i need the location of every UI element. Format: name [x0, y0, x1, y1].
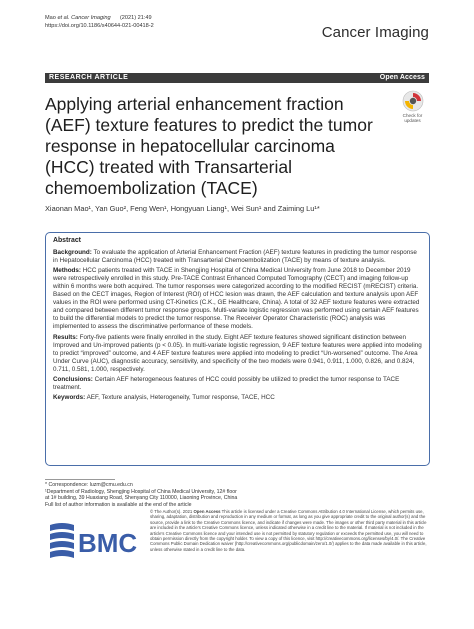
check-for-updates-text: [396, 113, 429, 123]
affiliation-note: ¹Department of Radiology, Shengjing Hospital of China Medical University, 12# floor at 1# building, 39 Huaxiang Road, Shenyang City 110000, Liaoning Province, China: [45, 488, 238, 502]
abstract-methods: [53, 267, 422, 331]
header-meta: [45, 14, 154, 30]
check-for-updates-icon: [402, 90, 424, 112]
abstract-results: [53, 334, 422, 374]
conclusions-text: Certain AEF heterogeneous features of HCC could possibly be utilized to predict the tumor response to TACE treatment.: [53, 375, 400, 391]
methods-label: Methods:: [53, 267, 81, 275]
license-copyright: © The Author(s). 2021: [150, 509, 194, 514]
keywords-text: AEF, Texture analysis, Heterogeneity, Tumor response, TACE, HCC: [85, 393, 275, 401]
article-title: Applying arterial enhancement fraction (AEF) texture features to predict the tumor response in hepatocellular carcinoma (HCC) treated with Transarterial chemoembolization (TACE): [45, 94, 373, 198]
citation-authors: Mao: [45, 15, 58, 21]
journal-name: Cancer Imaging: [321, 24, 429, 41]
doi-link[interactable]: https://doi.org/10.1186/s40644-021-00418-2: [45, 23, 154, 29]
citation-journal: et al. Cancer Imaging: [57, 15, 111, 21]
author-list: Xiaonan Mao¹, Yan Guo², Feng Wen¹, Hongyuan Liang¹, Wei Sun¹ and Zaiming Lu¹*: [45, 204, 320, 213]
background-text: To evaluate the application of Arterial Enhancement Fraction (AEF) texture features in predicting the tumor response in Hepatocellular Carcinoma (HCC) treated with Transarterial Chemoembolization (TACE) by means of texture analysis.: [53, 249, 417, 265]
license-text: [150, 509, 432, 552]
bmc-logo-text: BMC: [78, 528, 138, 558]
check-for-updates-badge[interactable]: [396, 90, 429, 130]
methods-text: HCC patients treated with TACE in Shengjing Hospital of China Medical University from June 2018 to December 2019 were retrospectively enrolled in this study. Pre-TACE Contrast Enhanced Computed Tomography (CECT) and imaging follow-up within 6 months were both acquired. The tumor responses were categorized according to the modified RECIST (mRECIST) criteria. Based on the CECT images, Region of Interest (ROI) of HCC lesion was drawn, the AEF calculation and texture analysis upon AEF values in the ROI were performed using CT-Kinetics (C.K., GE Healthcare, China). A total of 32 AEF texture features were extracted and compared between different tumor response groups. Multi-variate logistic regression was performed using certain AEF features to build the differential models to predict the tumor response. The Receiver Operator Characteristic (ROC) analysis was implemented to assess the discriminative performance of these models.: [53, 267, 420, 331]
abstract-heading: Abstract: [53, 237, 81, 244]
abstract-keywords: [53, 394, 422, 402]
article-type-banner: [45, 73, 429, 83]
license-open-access: Open Access: [193, 509, 221, 514]
citation-year: (2021) 21:49: [119, 15, 152, 21]
bmc-logo-mark: [50, 523, 74, 558]
footnote-divider: [45, 479, 115, 480]
footnotes: [45, 479, 241, 509]
license-body: This article is licensed under a Creative Commons Attribution 4.0 International License, which permits use, sharing, adaptation, distribution and reproduction in any medium or format, as long as you give appropriate credit to the original author(s) and the source, provide a link to the Creative Commons licence, and indicate if changes were made. The images or other third party material in this article are included in the article's Creative Commons licence, unless indicated otherwise in a credit line to the material. If material is not included in the article's Creative Commons licence and your intended use is not permitted by statutory regulation or exceeds the permitted use, you will need to obtain permission directly from the copyright holder. To view a copy of this licence, visit http://creativecommons.org/licenses/by/4.0/. The Creative Commons Public Domain Dedication waiver (http://creativecommons.org/publicdomain/zero/1.0/) applies to the data made available in this article, unless otherwise stated in a credit line to the data.: [150, 509, 427, 552]
conclusions-label: Conclusions:: [53, 375, 93, 383]
open-access-label: Open Access: [379, 74, 425, 81]
keywords-label: Keywords:: [53, 393, 86, 401]
check-line1: Check for: [402, 113, 423, 118]
check-line2: updates: [404, 118, 421, 123]
results-label: Results:: [53, 333, 78, 341]
citation-line: [45, 14, 154, 22]
article-type-label: RESEARCH ARTICLE: [49, 74, 129, 81]
correspondence-note[interactable]: * Correspondence: luzm@cmu.edu.cn: [45, 482, 133, 488]
results-text: Forty-five patients were finally enrolled in the study. Eight AEF texture features showed significant distinction between Improved and Un-improved patients (p < 0.05). In multi-variate logistic regression, 9 AEF texture features were applied into modeling to predict “improved” outcome, and 4 AEF texture features were applied into modeling to predict “Un-worsened” outcome. The Area Under Curve (AUC), diagnostic accuracy, sensitivity, and specificity of the two models were 0.941, 0.911, 1.000, 0.826, and 0.824, 0.711, 0.581, 1.000, respectively.: [53, 333, 422, 373]
abstract-conclusions: [53, 376, 422, 392]
abstract-box: [45, 232, 430, 466]
abstract-background: [53, 249, 422, 265]
background-label: Background:: [53, 249, 92, 257]
bmc-logo: [48, 519, 138, 563]
author-info-note: Full list of author information is available at the end of the article: [45, 502, 192, 509]
